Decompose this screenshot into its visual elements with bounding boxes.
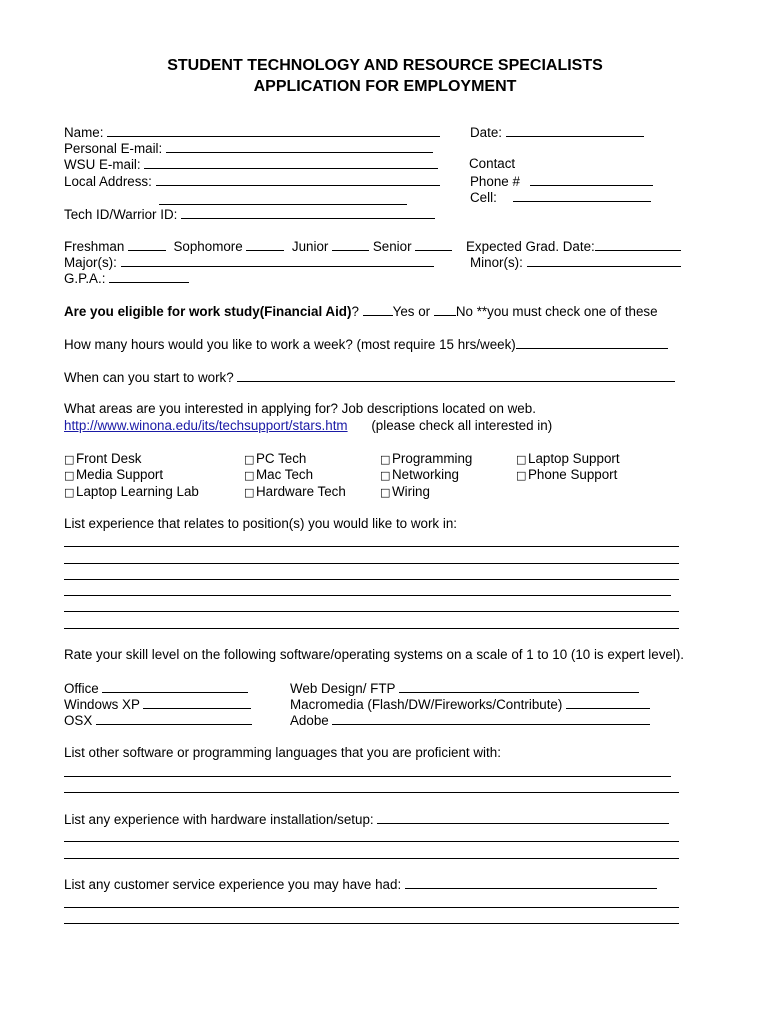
- skill-windows-label: Windows XP: [64, 697, 140, 712]
- class-year-row: [64, 238, 452, 255]
- hours-field[interactable]: [516, 336, 668, 349]
- skill-office-label: Office: [64, 681, 99, 696]
- other-software-line[interactable]: [64, 792, 679, 793]
- freshman-field[interactable]: [128, 238, 166, 251]
- checkbox-icon[interactable]: □: [380, 469, 391, 482]
- option-label: Phone Support: [528, 467, 618, 482]
- option-laptop-learning-lab[interactable]: [64, 484, 199, 501]
- skill-office-field[interactable]: [102, 680, 248, 693]
- minors-label: Minor(s):: [470, 255, 523, 270]
- customer-service-label: List any customer service experience you may have had:: [64, 877, 402, 892]
- work-study-no-field[interactable]: [434, 303, 456, 316]
- checkbox-icon[interactable]: □: [64, 469, 75, 482]
- majors-row: [64, 254, 434, 271]
- cell-field[interactable]: [513, 189, 651, 202]
- option-label: Laptop Learning Lab: [76, 484, 199, 499]
- skill-macromedia-row: [290, 696, 650, 713]
- phone-row: [470, 173, 653, 190]
- other-software-line[interactable]: [64, 776, 671, 777]
- skill-adobe-field[interactable]: [332, 712, 650, 725]
- form-title-line1: STUDENT TECHNOLOGY AND RESOURCE SPECIALISTS: [167, 57, 603, 74]
- option-label: Hardware Tech: [256, 484, 346, 499]
- tech-id-label: Tech ID/Warrior ID:: [64, 207, 178, 222]
- tech-id-field[interactable]: [181, 206, 435, 219]
- gpa-label: G.P.A.:: [64, 271, 106, 286]
- sophomore-field[interactable]: [246, 238, 284, 251]
- date-label: Date:: [470, 125, 503, 140]
- job-descriptions-link[interactable]: http://www.winona.edu/its/techsupport/stars.htm: [64, 418, 348, 433]
- cell-label: Cell:: [470, 190, 497, 205]
- option-label: Programming: [392, 451, 473, 466]
- check-note: (please check all interested in): [371, 418, 553, 433]
- hours-row: [64, 336, 668, 353]
- checkbox-icon[interactable]: □: [64, 486, 75, 499]
- option-pc-tech[interactable]: [244, 451, 306, 468]
- skill-web-design-field[interactable]: [399, 680, 639, 693]
- option-label: Laptop Support: [528, 451, 620, 466]
- start-label: When can you start to work?: [64, 370, 234, 385]
- option-front-desk[interactable]: [64, 451, 141, 468]
- option-wiring[interactable]: [380, 484, 430, 501]
- option-label: Mac Tech: [256, 467, 314, 482]
- experience-line[interactable]: [64, 595, 671, 596]
- majors-field[interactable]: [121, 254, 434, 267]
- skill-adobe-label: Adobe: [290, 713, 329, 728]
- work-study-question: Are you eligible for work study(Financial Aid): [64, 304, 352, 319]
- junior-label: Junior: [291, 239, 329, 254]
- experience-line[interactable]: [64, 546, 679, 547]
- work-study-row: [64, 303, 658, 320]
- hardware-line[interactable]: [64, 841, 679, 842]
- option-phone-support[interactable]: [516, 467, 617, 484]
- expected-grad-label: Expected Grad. Date:: [466, 239, 595, 254]
- expected-grad-row: [466, 238, 681, 255]
- checkbox-icon[interactable]: □: [244, 469, 255, 482]
- form-title-line2: APPLICATION FOR EMPLOYMENT: [253, 78, 517, 95]
- experience-line[interactable]: [64, 563, 679, 564]
- customer-service-field[interactable]: [405, 876, 657, 889]
- customer-service-row: [64, 876, 657, 893]
- skill-web-design-row: [290, 680, 639, 697]
- hardware-label: List any experience with hardware installation/setup:: [64, 812, 374, 827]
- senior-field[interactable]: [415, 238, 452, 251]
- date-field[interactable]: [506, 124, 644, 137]
- date-row: [470, 124, 644, 141]
- option-hardware-tech[interactable]: [244, 484, 346, 501]
- checkbox-icon[interactable]: □: [380, 453, 391, 466]
- checkbox-icon[interactable]: □: [516, 453, 527, 466]
- name-field[interactable]: [107, 124, 440, 137]
- local-address-line2[interactable]: [159, 204, 407, 205]
- minors-field[interactable]: [527, 254, 681, 267]
- local-address-row: [64, 173, 440, 190]
- option-label: Wiring: [392, 484, 430, 499]
- skill-office-row: [64, 680, 248, 697]
- local-address-field[interactable]: [156, 173, 440, 186]
- expected-grad-field[interactable]: [595, 238, 681, 251]
- phone-field[interactable]: [530, 173, 653, 186]
- option-label: Media Support: [76, 467, 164, 482]
- other-software-label: List other software or programming languages that you are proficient with:: [64, 745, 501, 760]
- wsu-email-row: [64, 156, 438, 173]
- option-laptop-support[interactable]: [516, 451, 620, 468]
- customer-service-line[interactable]: [64, 923, 679, 924]
- name-row: [64, 124, 440, 141]
- personal-email-row: [64, 140, 433, 157]
- skill-osx-label: OSX: [64, 713, 93, 728]
- skill-windows-field[interactable]: [143, 696, 251, 709]
- checkbox-icon[interactable]: □: [244, 453, 255, 466]
- hours-label: How many hours would you like to work a week? (most require 15 hrs/week): [64, 337, 516, 352]
- gpa-row: [64, 270, 189, 287]
- option-mac-tech[interactable]: [244, 467, 313, 484]
- option-label: Front Desk: [76, 451, 142, 466]
- skills-label: Rate your skill level on the following software/operating systems on a scale of 1 to 10 (10 is expert level).: [64, 647, 684, 662]
- sophomore-label: Sophomore: [173, 239, 243, 254]
- senior-label: Senior: [372, 239, 412, 254]
- start-field[interactable]: [237, 369, 675, 382]
- hardware-row: [64, 811, 669, 828]
- work-study-no-label: No **you must check one of these: [455, 304, 658, 319]
- hardware-field[interactable]: [377, 811, 669, 824]
- hardware-line[interactable]: [64, 858, 679, 859]
- skill-osx-row: [64, 712, 252, 729]
- wsu-email-field[interactable]: [144, 156, 438, 169]
- name-label: Name:: [64, 125, 104, 140]
- skill-macromedia-label: Macromedia (Flash/DW/Fireworks/Contribute): [290, 697, 563, 712]
- skill-macromedia-field[interactable]: [566, 696, 650, 709]
- experience-label: List experience that relates to position(s) you would like to work in:: [64, 516, 457, 531]
- experience-line[interactable]: [64, 579, 679, 580]
- experience-line[interactable]: [64, 611, 679, 612]
- freshman-label: Freshman: [64, 239, 125, 254]
- option-media-support[interactable]: [64, 467, 163, 484]
- experience-line[interactable]: [64, 628, 679, 629]
- areas-link-row: [64, 418, 552, 434]
- skill-web-design-label: Web Design/ FTP: [290, 681, 396, 696]
- work-study-yes-field[interactable]: [363, 303, 393, 316]
- phone-label: Phone #: [470, 174, 520, 189]
- contact-label: Contact: [469, 156, 516, 171]
- tech-id-row: [64, 206, 435, 223]
- checkbox-icon[interactable]: □: [516, 469, 527, 482]
- wsu-email-label: WSU E-mail:: [64, 157, 141, 172]
- junior-field[interactable]: [332, 238, 369, 251]
- areas-label: What areas are you interested in applying for? Job descriptions located on web.: [64, 401, 536, 416]
- skill-windows-row: [64, 696, 251, 713]
- customer-service-line[interactable]: [64, 907, 679, 908]
- option-programming[interactable]: [380, 451, 472, 468]
- work-study-yes-label: Yes or: [392, 304, 431, 319]
- minors-row: [470, 254, 681, 271]
- start-row: [64, 369, 675, 386]
- checkbox-icon[interactable]: □: [64, 453, 75, 466]
- option-label: Networking: [392, 467, 459, 482]
- majors-label: Major(s):: [64, 255, 117, 270]
- personal-email-field[interactable]: [166, 140, 433, 153]
- work-study-question-mark: ?: [351, 304, 359, 319]
- cell-row: [470, 189, 651, 206]
- option-label: PC Tech: [256, 451, 307, 466]
- checkbox-icon[interactable]: □: [380, 486, 391, 499]
- skill-osx-field[interactable]: [96, 712, 252, 725]
- checkbox-icon[interactable]: □: [244, 486, 255, 499]
- personal-email-label: Personal E-mail:: [64, 141, 163, 156]
- option-networking[interactable]: [380, 467, 459, 484]
- skill-adobe-row: [290, 712, 650, 729]
- gpa-field[interactable]: [109, 270, 189, 283]
- local-address-label: Local Address:: [64, 174, 152, 189]
